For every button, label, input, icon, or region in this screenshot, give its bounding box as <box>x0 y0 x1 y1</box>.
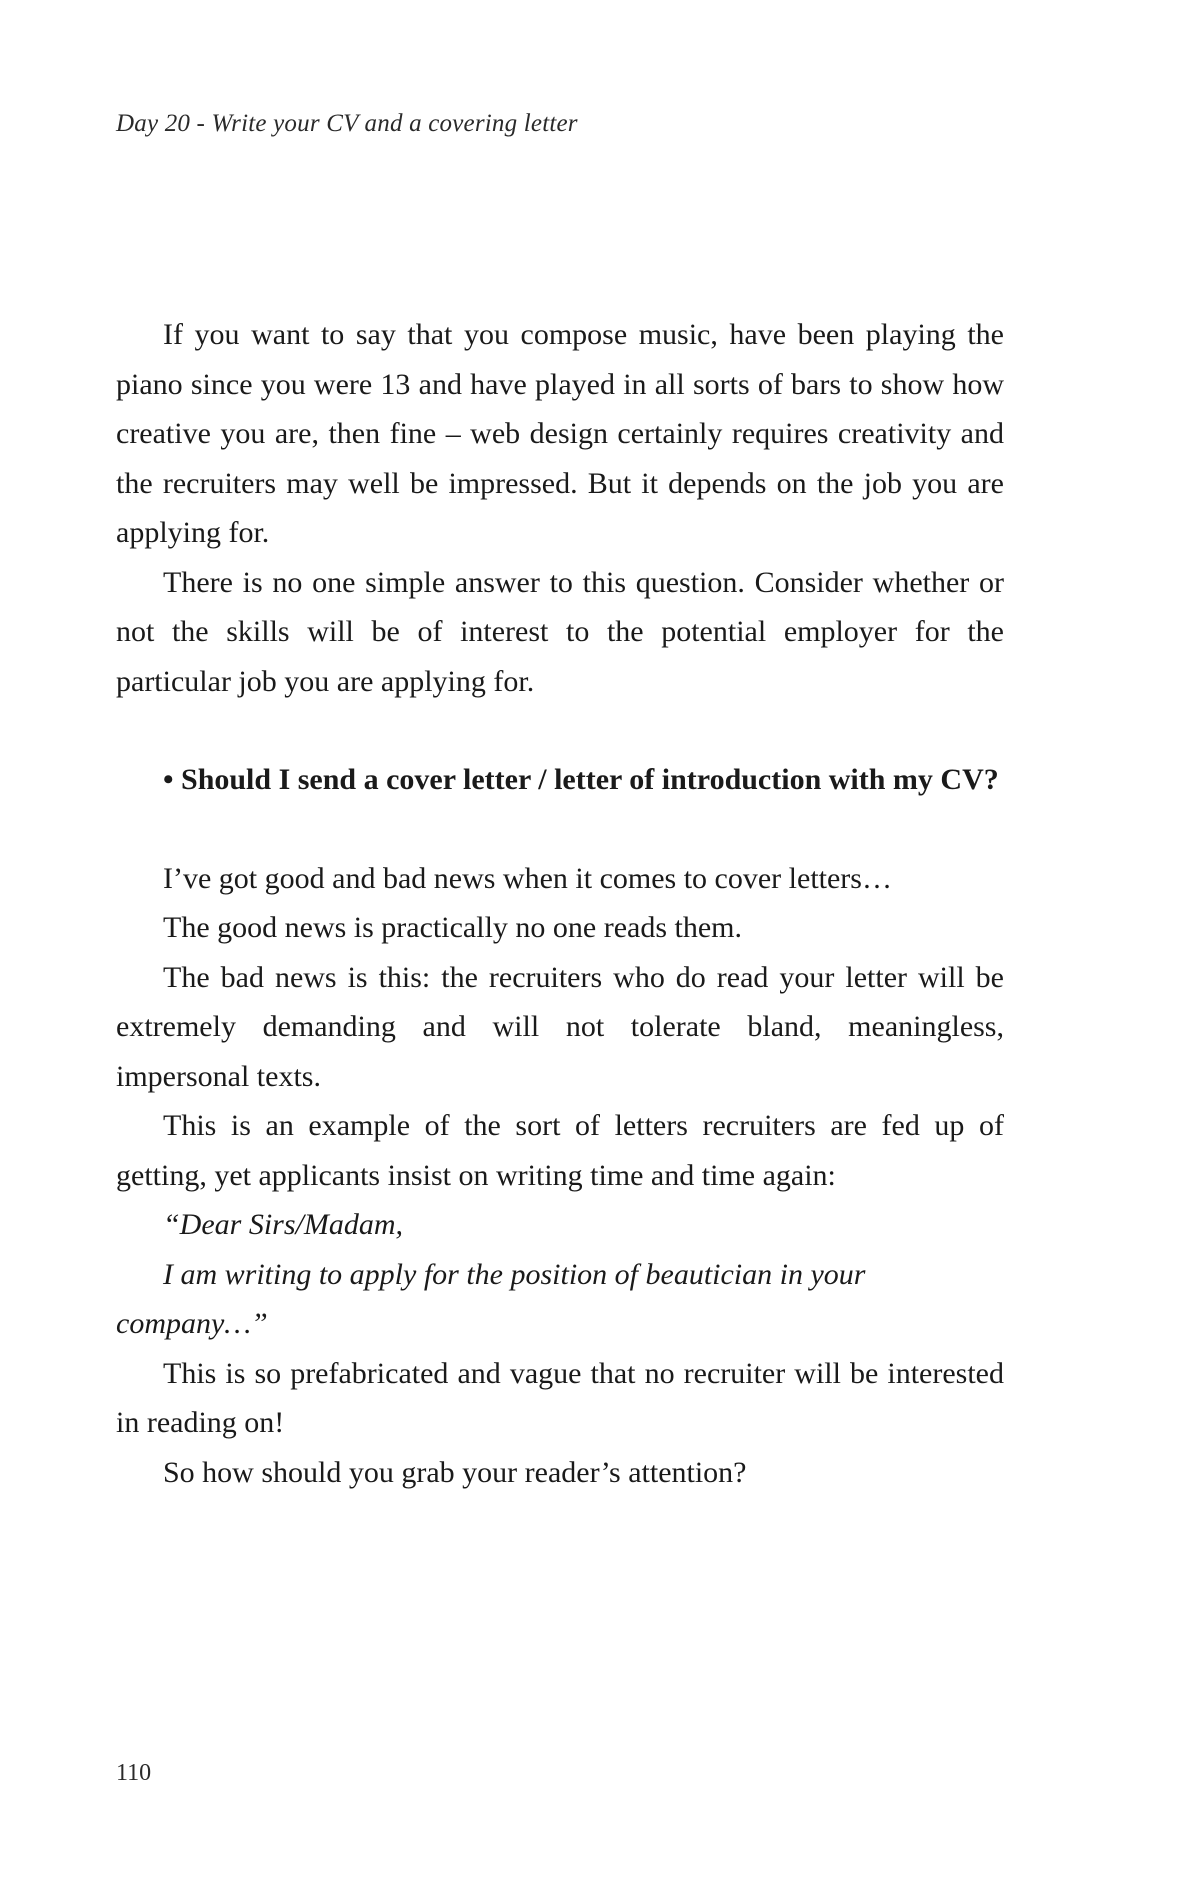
paragraph: I’ve got good and bad news when it comes to cover letters… <box>163 861 892 895</box>
paragraph: There is no one simple answer to this question. Consider whether or not the skills will be of interest to the potential employer for the particular job you are applying for. <box>116 565 1004 698</box>
paragraph: This is an example of the sort of letters recruiters are fed up of getting, yet applicants insist on writing time and time again: <box>116 1109 1004 1192</box>
paragraph: If you want to say that you compose music, have been playing the piano since you were 13 and have played in all sorts of bars to show how creative you are, then fine – web design certainly requires creativity and the recruiters may well be impressed. But it depends on the job you are applying for. <box>116 318 1004 549</box>
page-number: 110 <box>116 1760 152 1786</box>
paragraph: This is so prefabricated and vague that no recruiter will be interested in reading on! <box>116 1356 1004 1439</box>
section-heading: • Should I send a cover letter / letter of introduction with my CV? <box>163 763 999 796</box>
paragraph: The good news is practically no one reads them. <box>163 911 742 944</box>
body-text <box>116 310 1004 1497</box>
quoted-letter-line: “Dear Sirs/Madam, <box>163 1208 404 1241</box>
paragraph: The bad news is this: the recruiters who do read your letter will be extremely demanding and will not tolerate bland, meaningless, impersonal texts. <box>116 960 1004 1093</box>
quoted-letter-line: I am writing to apply for the position of beautician in your company…” <box>116 1257 866 1340</box>
running-head: Day 20 - Write your CV and a covering letter <box>116 110 578 137</box>
paragraph: So how should you grab your reader’s attention? <box>163 1455 747 1489</box>
